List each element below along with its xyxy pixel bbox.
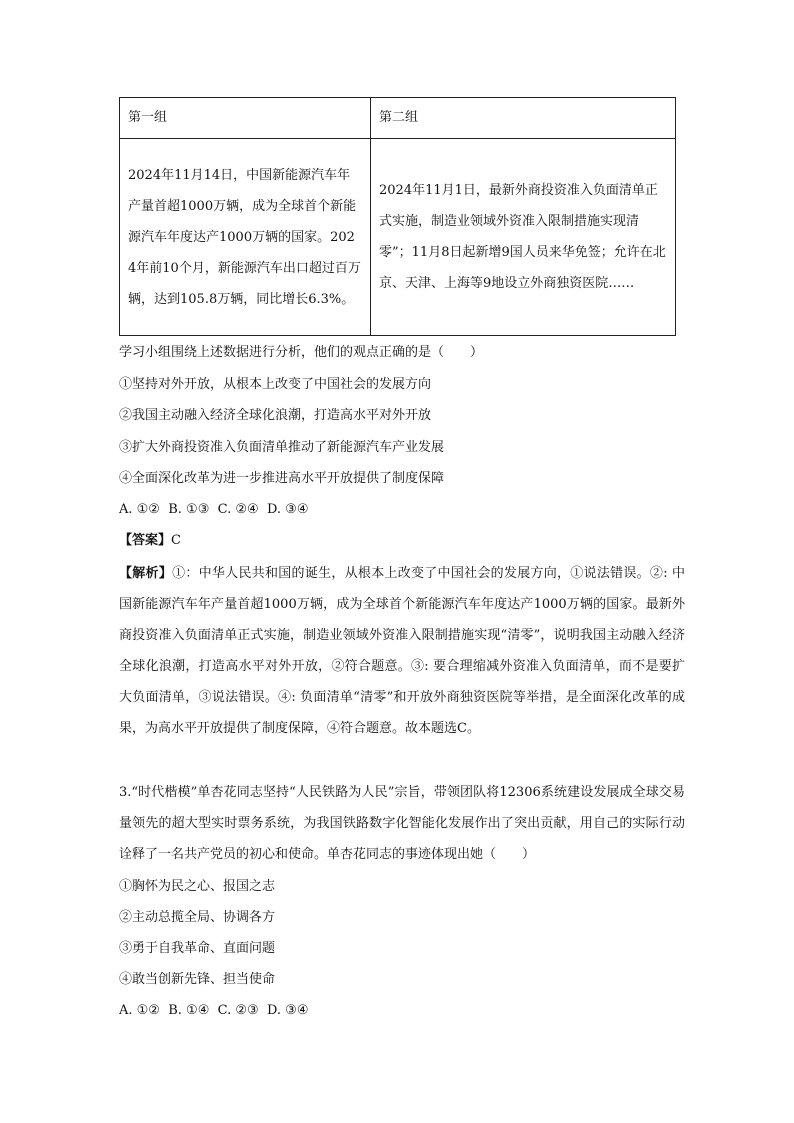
question-2-option-2: ②我国主动融入经济全球化浪潮，打造高水平对外开放 <box>119 408 432 423</box>
question-2-stem: 学习小组围绕上述数据进行分析，他们的观点正确的是（ ） <box>119 345 484 360</box>
table-cell-group-1: 2024年11月14日，中国新能源汽车年产量首超1000万辆，成为全球首个新能源汽车年度达产1000万辆的国家。2024年前10个月，新能源汽车出口超过百万辆，达到105.8万辆，同比增长6.3%。 <box>120 139 371 336</box>
question-3-option-4: ④敢当创新先锋、担当使命 <box>119 972 276 987</box>
question-2-option-1: ①坚持对外开放，从根本上改变了中国社会的发展方向 <box>119 377 432 392</box>
analysis-paragraph <box>119 558 685 744</box>
answer-value: C <box>171 533 181 548</box>
answer-line <box>119 531 181 551</box>
answer-label: 【答案】 <box>119 533 172 548</box>
question-3-choices: A. ①② B. ①④ C. ②③ D. ③④ <box>119 1003 309 1018</box>
question-3-option-2: ②主动总揽全局、协调各方 <box>119 910 276 925</box>
analysis-label: 【解析】 <box>119 566 173 581</box>
table-cell-group-2: 2024年11月1日，最新外商投资准入负面清单正式实施，制造业领域外资准入限制措施实现清零”；11月8日起新增9国人员来华免签；允许在北京、天津、上海等9地设立外商独资医院…… <box>371 139 676 336</box>
table-row <box>120 139 676 336</box>
comparison-table <box>119 97 676 336</box>
analysis-text: ①：中华人民共和国的诞生，从根本上改变了中国社会的发展方向，①说法错误。②: 中国新能源汽车年产量首超1000万辆，成为全球首个新能源汽车年度达产1000万辆的国家。最新外商投资准入负面清单正式实施，制造业领域外资准入限制措施实现“清零”，说明我国主动融入经济全球化浪潮，打造高水平对外开放，②符合题意。③: 要合理缩减外资准入负面清单，而不是要扩大负面清单，③说法错误。④: 负面清单“清零”和开放外商独资医院等举措，是全面深化改革的成果，为高水平开放提供了制度保障，④符合题意。故本题选C。 <box>119 566 685 736</box>
table-header-row <box>120 98 676 139</box>
question-3-option-3: ③勇于自我革命、直面问题 <box>119 941 276 956</box>
table-header-group-1: 第一组 <box>120 98 371 139</box>
question-3-option-1: ①胸怀为民之心、报国之志 <box>119 879 276 894</box>
question-3-stem: 3.“时代楷模”单杏花同志坚持“人民铁路为人民”宗旨，带领团队将12306系统建设发展成全球交易量领先的超大型实时票务系统，为我国铁路数字化智能化发展作出了突出贡献，用自己的实际行动诠释了一名共产党员的初心和使命。单杏花同志的事迹体现出她（ ） <box>119 785 685 862</box>
table-header-group-2: 第二组 <box>371 98 676 139</box>
question-2-option-4: ④全面深化改革为进一步推进高水平开放提供了制度保障 <box>119 471 445 486</box>
question-2-option-3: ③扩大外商投资准入负面清单推动了新能源汽车产业发展 <box>119 440 445 455</box>
question-2-choices: A. ①② B. ①③ C. ②④ D. ③④ <box>119 502 309 517</box>
